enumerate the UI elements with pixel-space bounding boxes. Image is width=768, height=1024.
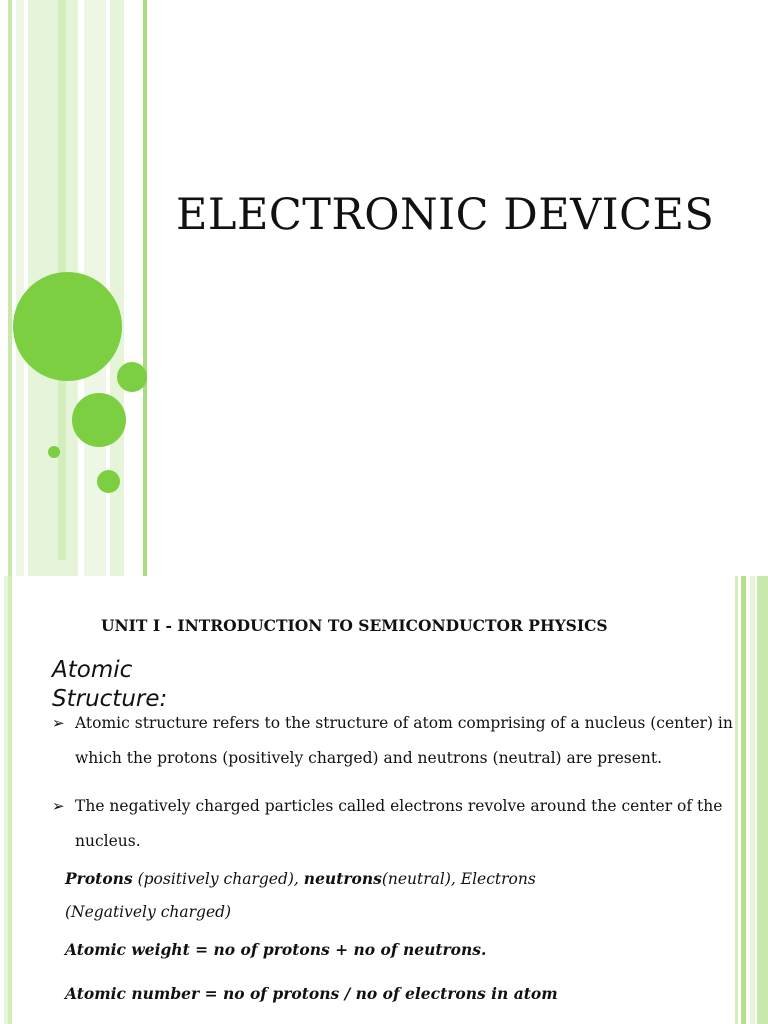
decor-circle xyxy=(97,470,120,493)
section-heading: Atomic Structure: xyxy=(52,657,168,712)
decor-circle xyxy=(48,446,60,458)
bullet-item xyxy=(52,706,742,776)
arrow-bullet-icon: ➢ xyxy=(52,714,65,732)
neutrons-desc: (neutral), Electrons xyxy=(381,870,536,888)
protons-desc: (positively charged), xyxy=(132,870,304,888)
content-slide xyxy=(0,576,768,1024)
decor-circle xyxy=(117,362,147,392)
decor-stripe xyxy=(750,576,755,1024)
electrons-line: (Negatively charged) xyxy=(65,903,232,921)
decor-circle xyxy=(72,393,126,447)
atomic-weight-line xyxy=(65,940,486,959)
decor-stripe xyxy=(16,0,24,576)
bullet-item xyxy=(52,789,742,859)
decor-circle xyxy=(13,272,122,381)
unit-heading: UNIT I - INTRODUCTION TO SEMICONDUCTOR PHYSICS xyxy=(101,616,608,635)
bullet-text: Atomic structure refers to the structure of atom comprising of a nucleus (center) in which the protons (positively charged) and neutrons (neutral) are present. xyxy=(75,714,733,767)
atomic-number-line: Atomic number = no of protons / no of electrons in atom xyxy=(65,984,558,1003)
neutrons-label: neutrons xyxy=(303,869,382,888)
decor-stripe xyxy=(143,0,147,576)
decor-stripe xyxy=(8,576,12,1024)
bullet-text: The negatively charged particles called electrons revolve around the center of the nucleus. xyxy=(75,797,723,850)
decor-stripe xyxy=(757,576,768,1024)
arrow-bullet-icon: ➢ xyxy=(52,797,65,815)
slide-title: ELECTRONIC DEVICES xyxy=(176,190,715,240)
particles-line xyxy=(65,869,536,888)
decor-stripe xyxy=(8,0,12,576)
atomic-weight-label: Atomic weight xyxy=(65,940,190,959)
protons-label: Protons xyxy=(65,869,133,888)
atomic-weight-formula: = no of protons + no of neutrons. xyxy=(189,940,487,959)
